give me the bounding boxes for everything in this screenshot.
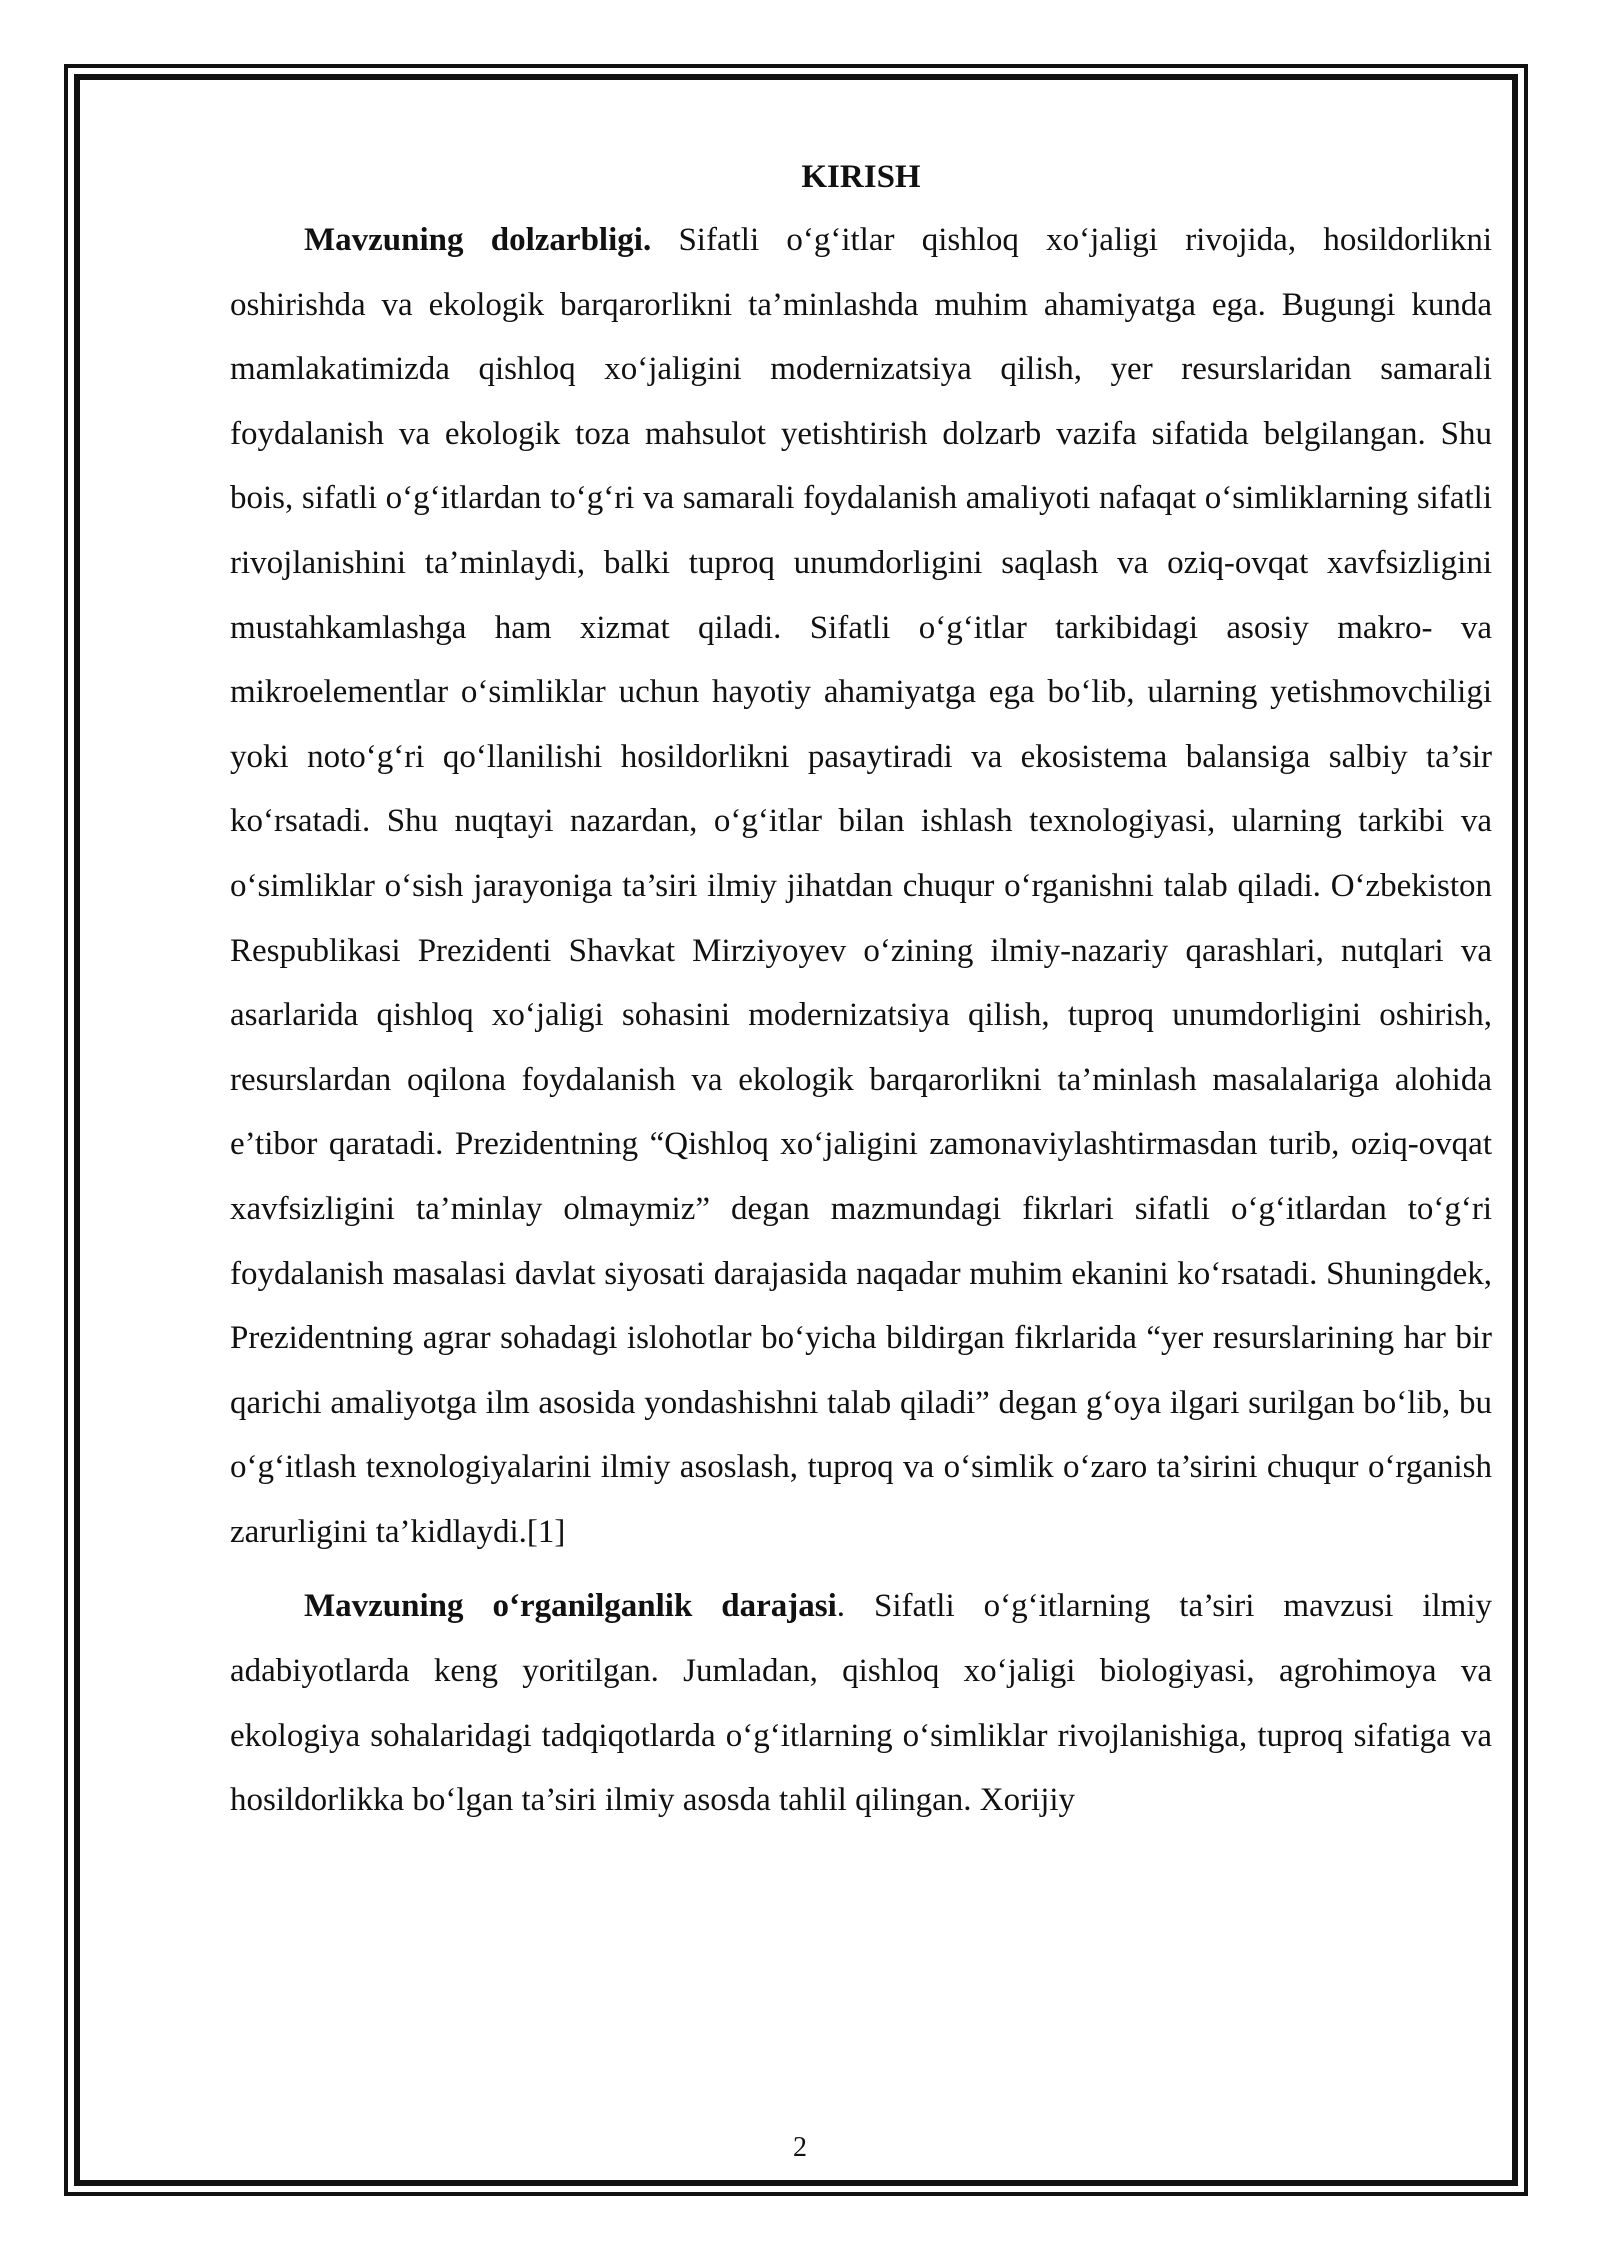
paragraph-relevance-text: Sifatli o‘g‘itlar qishloq xo‘jaligi rivojida, hosildorlikni oshirishda va ekologik barqarorlikni ta’minlashda muhim ahamiyatga ega. Bugungi kunda mamlakatimizda qishloq xo‘jaligini modernizatsiya qilish, yer resurslaridan samarali foydalanish va ekologik toza mahsulot yetishtirish dolzarb vazifa sifatida belgilangan. Shu bois, sifatli o‘g‘itlardan to‘g‘ri va samarali foydalanish amaliyoti nafaqat o‘simliklarning sifatli rivojlanishini ta’minlaydi, balki tuproq unumdorligini saqlash va oziq-ovqat xavfsizligini mustahkamlashga ham xizmat qiladi. Sifatli o‘g‘itlar tarkibidagi asosiy makro- va mikroelementlar o‘simliklar uchun hayotiy ahamiyatga ega bo‘lib, ularning yetishmovchiligi yoki noto‘g‘ri qo‘llanilishi hosildorlikni pasaytiradi va ekosistema balansiga salbiy ta’sir ko‘rsatadi. Shu nuqtayi nazardan, o‘g‘itlar bilan ishlash texnologiyasi, ularning tarkibi va o‘simliklar o‘sish jarayoniga ta’siri ilmiy jihatdan chuqur o‘rganishni talab qiladi. O‘zbekiston Respublikasi Prezidenti Shavkat Mirziyoyev o‘zining ilmiy-nazariy qarashlari, nutqlari va asarlarida qishloq xo‘jaligi sohasini modernizatsiya qilish, tuproq unumdorligini oshirish, resurslardan oqilona foydalanish va ekologik barqarorlikni ta’minlash masalalariga alohida e’tibor qaratadi. Prezidentning “Qishloq xo‘jaligini zamonaviylashtirmasdan turib, oziq-ovqat xavfsizligini ta’minlay olmaymiz” degan mazmundagi fikrlari sifatli o‘g‘itlardan to‘g‘ri foydalanish masalasi davlat siyosati darajasida naqadar muhim ekanini ko‘rsatadi. Shuningdek, Prezidentning agrar sohadagi islohotlar bo‘yicha bildirgan fikrlarida “yer resurslarining har bir qarichi amaliyotga ilm asosida yondashishni talab qiladi” degan g‘oya ilgari surilgan bo‘lib, bu o‘g‘itlash texnologiyalarini ilmiy asoslash, tuproq va o‘simlik o‘zaro ta’sirini chuqur o‘rganish zarurligini ta’kidlaydi.[1]	[230, 222, 1493, 1550]
paragraph-study-level	[230, 1574, 1492, 1832]
paragraph-relevance	[230, 208, 1492, 1564]
document-body	[230, 140, 1492, 1833]
section-title: KIRISH	[801, 159, 921, 195]
paragraph-study-level-text: . Sifatli o‘g‘itlarning ta’siri mavzusi ilmiy adabiyotlarda keng yoritilgan. Jumladan, qishloq xo‘jaligi biologiyasi, agrohimoya va ekologiya sohalaridagi tadqiqotlarda o‘g‘itlarning o‘simliklar rivojlanishiga, tuproq sifatiga va hosildorlikka bo‘lgan ta’siri ilmiy asosda tahlil qilingan. Xorijiy	[230, 1588, 1492, 1819]
page-number: 2	[793, 2132, 807, 2163]
paragraph-study-level-heading: Mavzuning o‘rganilganlik darajasi	[304, 1588, 837, 1625]
paragraph-relevance-heading: Mavzuning dolzarbligi.	[304, 222, 652, 258]
